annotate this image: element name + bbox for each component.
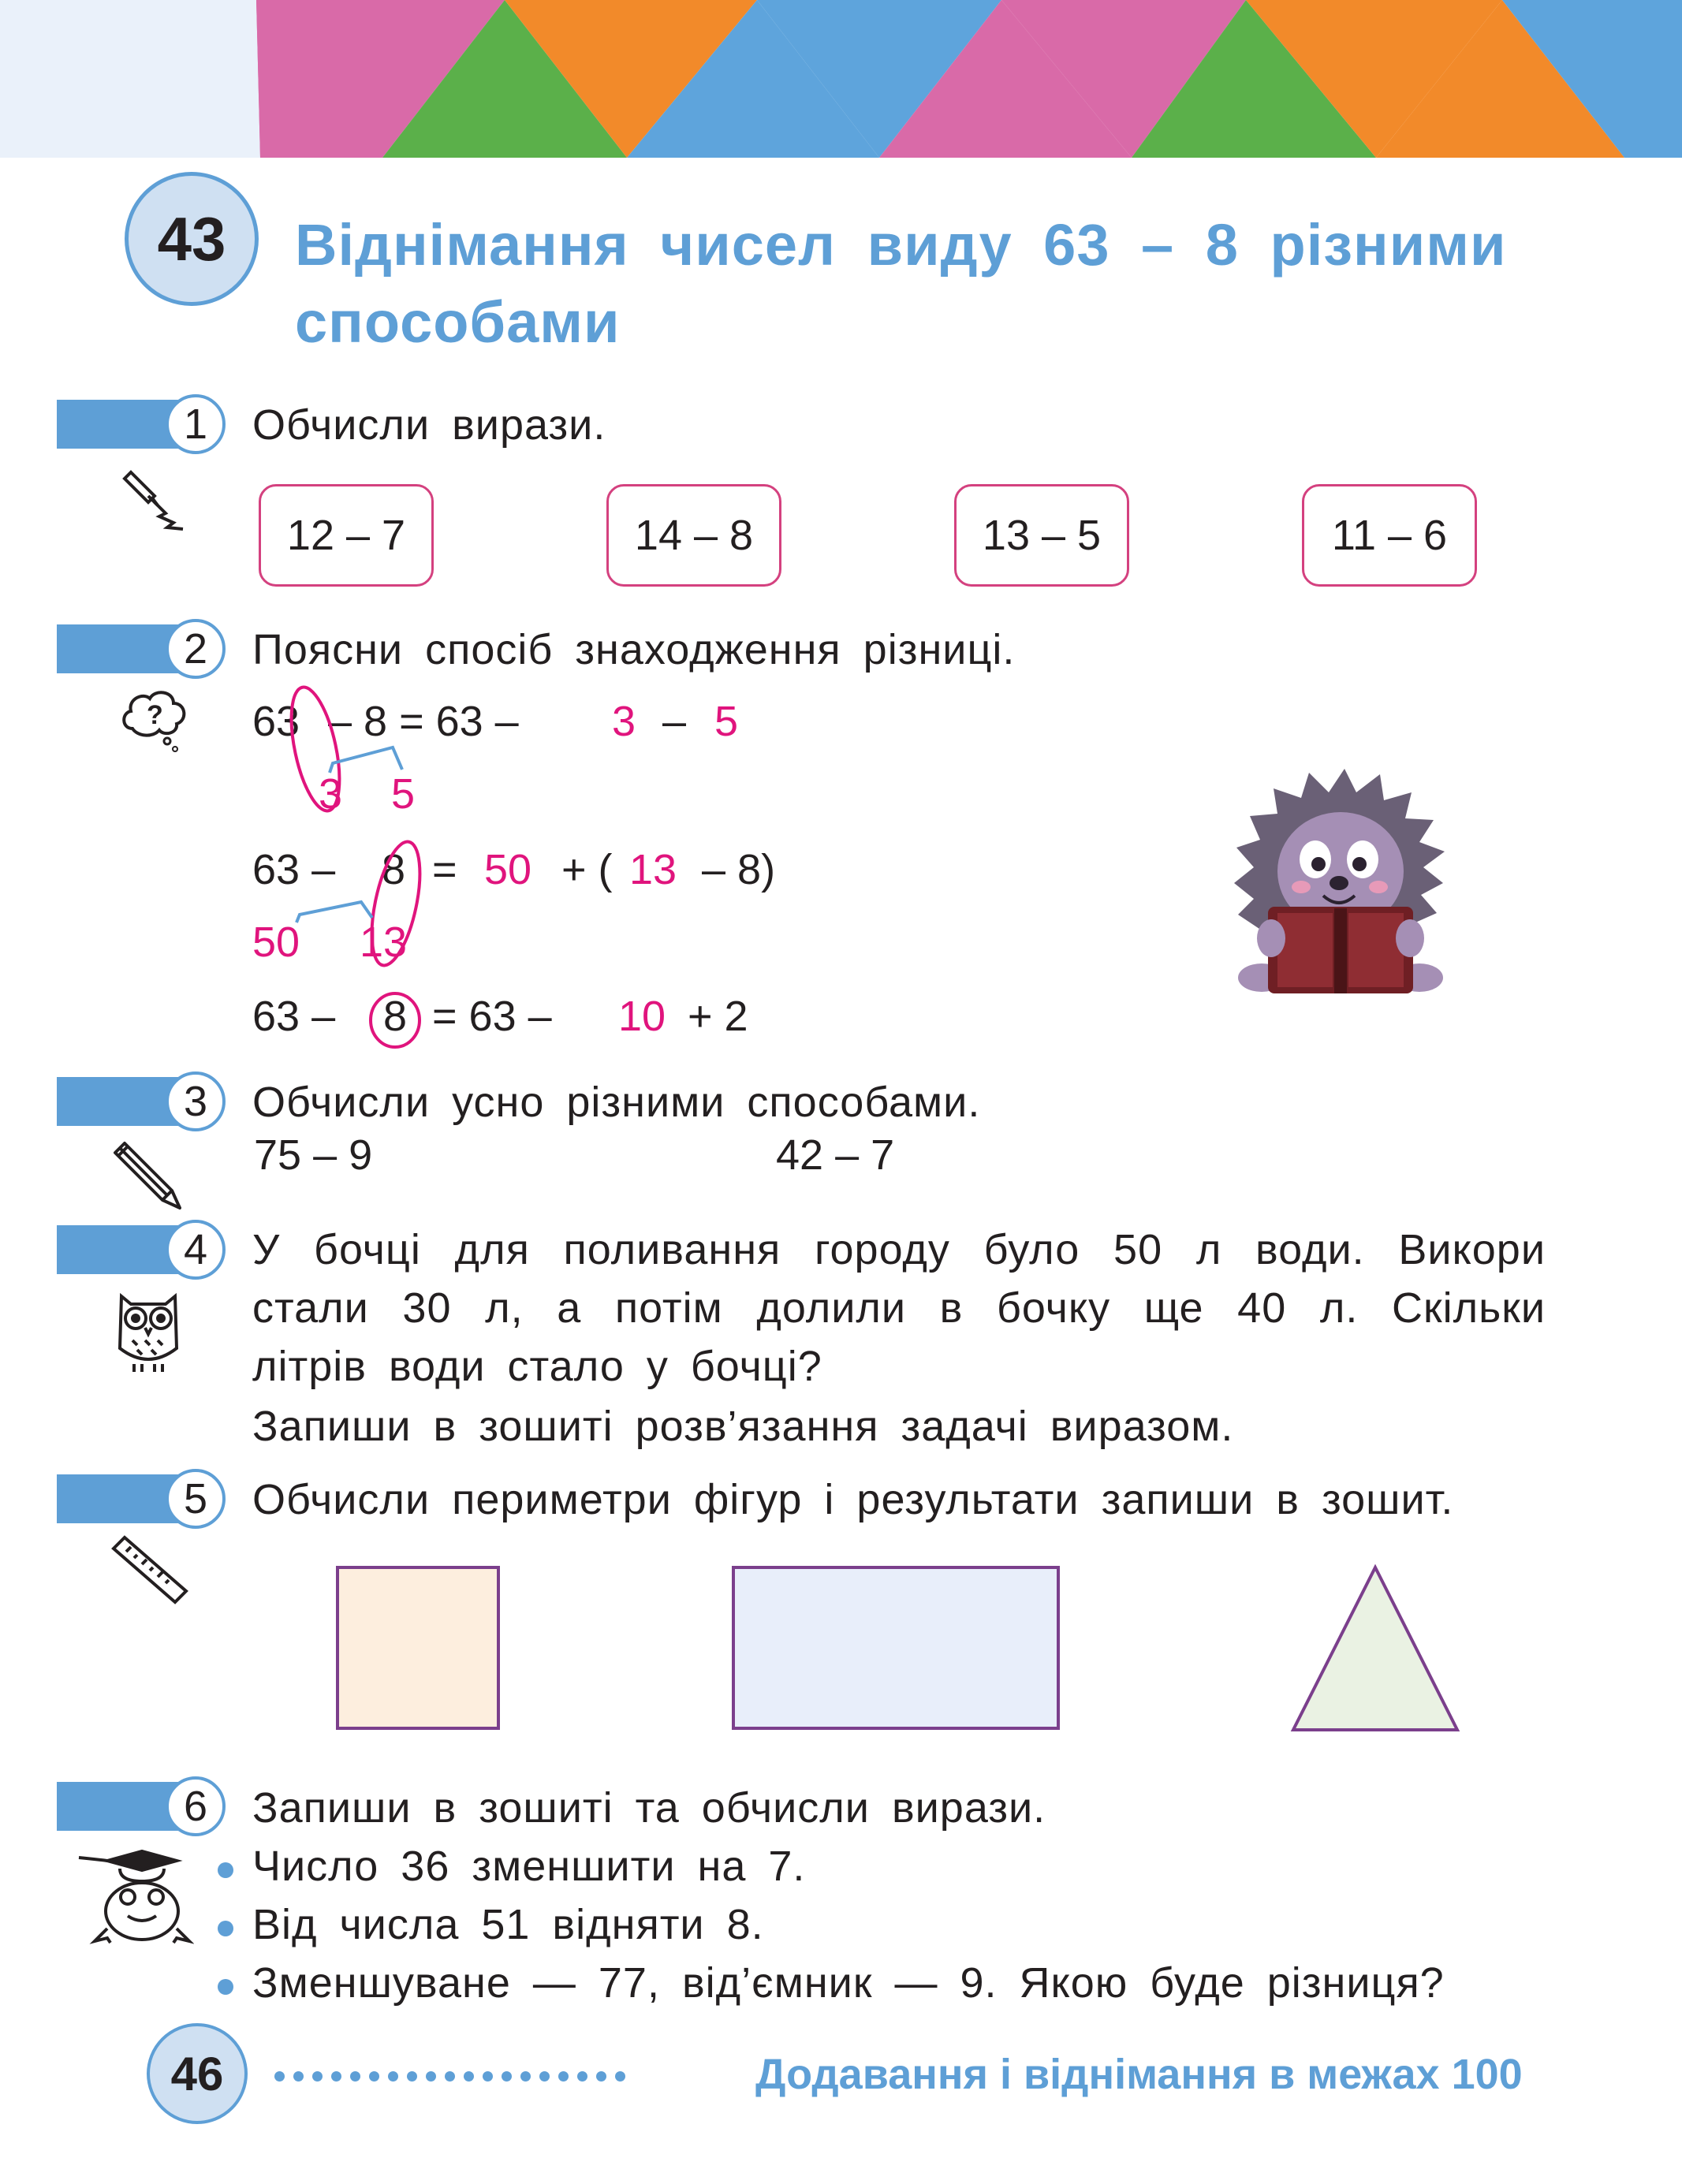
task-4-instruction: Запиши в зошиті розв’язання задачі виразом. bbox=[252, 1403, 1234, 1450]
page-number: 46 bbox=[147, 2023, 248, 2124]
method1-part1: 3 bbox=[612, 698, 636, 745]
expression-box-1: 12 – 7 bbox=[259, 484, 434, 587]
bullet bbox=[218, 1921, 233, 1936]
task-3-number: 3 bbox=[166, 1072, 226, 1131]
method3-rest: + 2 bbox=[688, 993, 748, 1040]
question-thought-icon bbox=[118, 684, 191, 754]
decorative-banner bbox=[0, 0, 1682, 158]
method3-subtrahend: 8 bbox=[383, 993, 408, 1040]
task-4-number: 4 bbox=[166, 1220, 226, 1280]
task-1-text: Обчисли вирази. bbox=[252, 401, 606, 449]
task-4-problem-text: У бочці для поливання городу було 50 л води. Викори стали 30 л, а потім долили в бочку ще 40 л. Скільки літрів води стало у бочці? bbox=[252, 1226, 1546, 1390]
owl-icon bbox=[110, 1285, 186, 1375]
frog-graduate-icon bbox=[76, 1845, 194, 1947]
method1-part2: 5 bbox=[714, 698, 739, 745]
method3-expression: = 63 – bbox=[432, 993, 552, 1040]
section-title: Додавання і віднімання в межах 100 bbox=[755, 2051, 1523, 2098]
square-shape bbox=[336, 1566, 500, 1730]
lesson-title: Віднімання чисел виду 63 – 8 різними способами bbox=[295, 212, 1507, 355]
mental-expression-1: 75 – 9 bbox=[254, 1131, 373, 1179]
task-1-number: 1 bbox=[166, 394, 226, 454]
expression-box-2: 14 – 8 bbox=[606, 484, 781, 587]
expression-box-3: 13 – 5 bbox=[954, 484, 1129, 587]
method1-minuend: 63 bbox=[252, 698, 300, 745]
task-6-text: Запиши в зошиті та обчисли вирази. bbox=[252, 1784, 1046, 1832]
method2-ones: 13 bbox=[629, 846, 677, 893]
task-2-text: Поясни спосіб знаходження різниці. bbox=[252, 626, 1016, 673]
method2-minuend: 63 – bbox=[252, 846, 336, 893]
method2-plus: + ( bbox=[561, 846, 613, 893]
mental-expression-2: 42 – 7 bbox=[776, 1131, 895, 1179]
task-6-item-2: Від числа 51 відняти 8. bbox=[252, 1901, 764, 1948]
method2-split-right: 13 bbox=[360, 919, 408, 966]
method3-round: 10 bbox=[618, 993, 666, 1040]
method2-subtrahend: 8 bbox=[382, 846, 406, 893]
task-6-number: 6 bbox=[166, 1776, 226, 1836]
hedgehog-reading-illustration bbox=[1230, 765, 1451, 1001]
method1-split-right: 5 bbox=[391, 770, 416, 818]
task-3-text: Обчисли усно різними способами. bbox=[252, 1079, 981, 1126]
expression-box-4: 11 – 6 bbox=[1302, 484, 1477, 587]
method2-rest: – 8) bbox=[702, 846, 776, 893]
pencil-writing-icon bbox=[118, 461, 189, 532]
bullet bbox=[218, 1862, 233, 1878]
rectangle-shape bbox=[732, 1566, 1060, 1730]
method1-minus: – bbox=[662, 698, 687, 745]
task-5-text: Обчисли периметри фігур і результати запиши в зошит. bbox=[252, 1476, 1454, 1523]
svg-text:?: ? bbox=[147, 700, 163, 730]
pencil-icon bbox=[107, 1135, 186, 1214]
method1-expression: – 8 = 63 – bbox=[328, 698, 519, 745]
footer-dot-divider bbox=[274, 2071, 634, 2085]
bullet bbox=[218, 1979, 233, 1995]
method1-split-left: 3 bbox=[319, 770, 343, 818]
method2-equals: = bbox=[432, 846, 457, 893]
task-6-item-1: Число 36 зменшити на 7. bbox=[252, 1843, 806, 1890]
method2-tens: 50 bbox=[484, 846, 532, 893]
method3-circle-mark bbox=[367, 990, 423, 1050]
triangle-shape bbox=[1290, 1564, 1460, 1733]
ruler-icon bbox=[110, 1534, 189, 1605]
method2-split-left: 50 bbox=[252, 919, 300, 966]
task-6-item-3: Зменшуване — 77, від’ємник — 9. Якою буде різниця? bbox=[252, 1959, 1445, 2007]
method3-minuend: 63 – bbox=[252, 993, 336, 1040]
task-2-number: 2 bbox=[166, 619, 226, 679]
lesson-number: 43 bbox=[125, 172, 259, 306]
task-5-number: 5 bbox=[166, 1469, 226, 1529]
